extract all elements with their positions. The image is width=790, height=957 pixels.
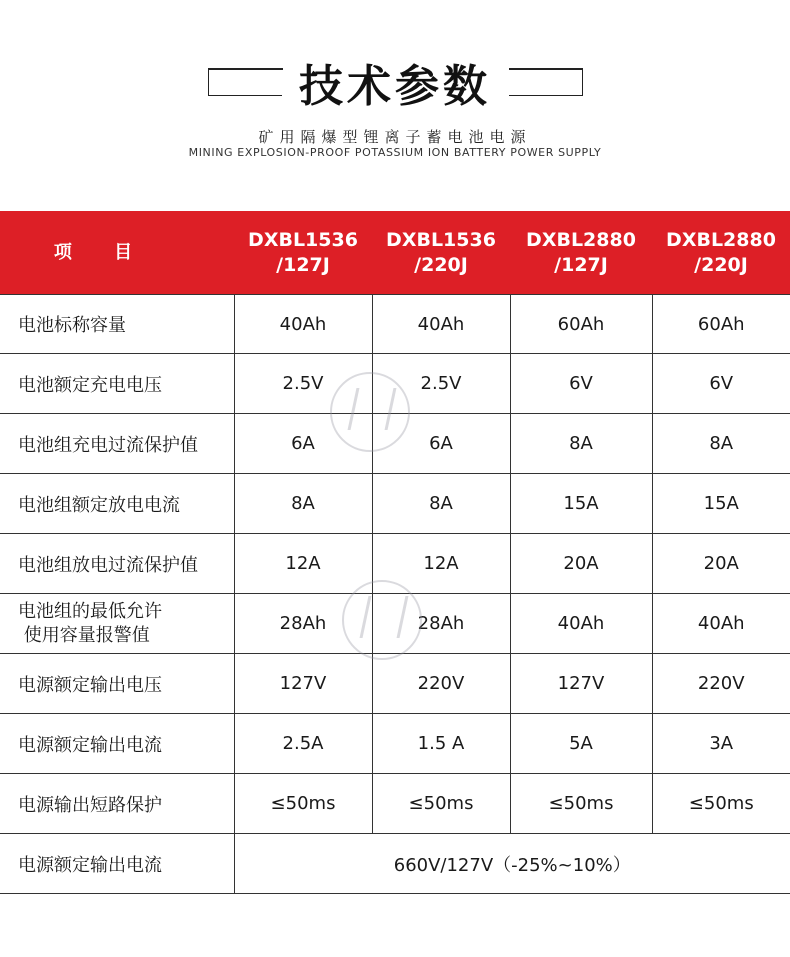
table-cell: 1.5 A [372, 714, 510, 774]
table-cell: 6V [510, 354, 652, 414]
table-row [0, 474, 790, 534]
table-cell: 2.5V [234, 354, 372, 414]
subtitle-chinese: 矿用隔爆型锂离子蓄电池电源 [258, 128, 532, 146]
table-cell: 40Ah [510, 594, 652, 654]
table-cell: 20A [652, 534, 790, 594]
table-cell: ≤50ms [652, 774, 790, 834]
table-cell: 220V [372, 654, 510, 714]
page-title: 技术参数 [299, 61, 491, 112]
table-cell: 6A [234, 414, 372, 474]
table-cell: ≤50ms [372, 774, 510, 834]
column-header-model [372, 211, 510, 295]
row-label: 电池组充电过流保护值 [0, 414, 234, 474]
row-label: 电池标称容量 [0, 295, 234, 354]
row-label: 电池组放电过流保护值 [0, 534, 234, 594]
table-row [0, 295, 790, 354]
row-label [0, 594, 234, 654]
table-row [0, 834, 790, 894]
title-block [0, 44, 790, 124]
merged-cell: 660V/127V（-25%~10%） [234, 834, 790, 894]
table-cell: 8A [652, 414, 790, 474]
row-label: 电池额定充电电压 [0, 354, 234, 414]
table-cell: 12A [234, 534, 372, 594]
table-cell: 6A [372, 414, 510, 474]
table-cell: ≤50ms [510, 774, 652, 834]
table-cell: 40Ah [234, 295, 372, 354]
table-cell: 12A [372, 534, 510, 594]
model-variant: /220J [694, 253, 748, 276]
table-cell: ≤50ms [234, 774, 372, 834]
table-row [0, 594, 790, 654]
column-header-model [510, 211, 652, 295]
model-name: DXBL2880 [526, 228, 636, 251]
table-cell: 8A [234, 474, 372, 534]
row-label: 电池组额定放电电流 [0, 474, 234, 534]
table-cell: 20A [510, 534, 652, 594]
table-row [0, 354, 790, 414]
table-row [0, 414, 790, 474]
table-cell: 127V [234, 654, 372, 714]
row-label: 电源额定输出电流 [0, 714, 234, 774]
table-cell: 15A [652, 474, 790, 534]
model-variant: /127J [276, 253, 330, 276]
table-cell: 6V [652, 354, 790, 414]
table-row [0, 654, 790, 714]
spec-table [0, 211, 790, 894]
table-cell: 40Ah [372, 295, 510, 354]
table-row [0, 774, 790, 834]
row-label-line: 电池组的最低允许 [18, 600, 162, 622]
table-cell: 40Ah [652, 594, 790, 654]
table-cell: 8A [510, 414, 652, 474]
model-name: DXBL2880 [666, 228, 776, 251]
table-row [0, 534, 790, 594]
table-cell: 60Ah [652, 295, 790, 354]
table-cell: 5A [510, 714, 652, 774]
table-cell: 220V [652, 654, 790, 714]
column-header-model [652, 211, 790, 295]
model-variant: /220J [414, 253, 468, 276]
table-cell: 28Ah [234, 594, 372, 654]
table-cell: 15A [510, 474, 652, 534]
header-row [0, 211, 790, 295]
column-header-item: 项 目 [0, 211, 234, 295]
title-decoration-right [509, 68, 583, 96]
spec-table-head [0, 211, 790, 295]
table-row [0, 714, 790, 774]
model-name: DXBL1536 [386, 228, 496, 251]
table-cell: 60Ah [510, 295, 652, 354]
table-cell: 2.5V [372, 354, 510, 414]
table-cell: 8A [372, 474, 510, 534]
column-header-model [234, 211, 372, 295]
row-label: 电源额定输出电流 [0, 834, 234, 894]
spec-table-body [0, 295, 790, 894]
table-cell: 2.5A [234, 714, 372, 774]
table-cell: 127V [510, 654, 652, 714]
model-variant: /127J [554, 253, 608, 276]
subtitle-english: MINING EXPLOSION-PROOF POTASSIUM ION BATTERY POWER SUPPLY [188, 146, 602, 159]
page-header [0, 0, 790, 210]
table-cell: 28Ah [372, 594, 510, 654]
row-label: 电源输出短路保护 [0, 774, 234, 834]
table-cell: 3A [652, 714, 790, 774]
model-name: DXBL1536 [248, 228, 358, 251]
row-label: 电源额定输出电压 [0, 654, 234, 714]
row-label-line: 使用容量报警值 [23, 624, 150, 646]
